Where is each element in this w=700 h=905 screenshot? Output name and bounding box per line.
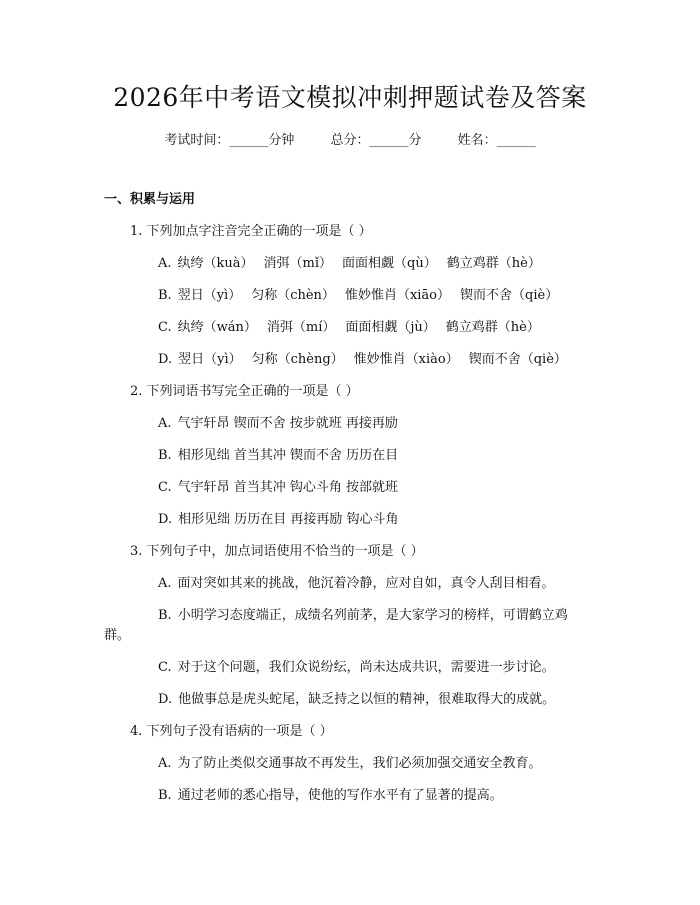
option-word: 匀称（chèn） xyxy=(251,288,335,303)
q1-option-a xyxy=(158,254,541,274)
option-letter: A. xyxy=(158,576,172,591)
q3-option-b-continuation: 群。 xyxy=(104,628,131,643)
option-word: 纨绔（kuà） xyxy=(177,256,254,271)
option-text: 气宇轩昂 首当其冲 钩心斗角 按部就班 xyxy=(177,480,399,495)
question-2-stem: 2. 下列词语书写完全正确的一项是（ ） xyxy=(130,384,359,399)
option-word: 鹤立鸡群（hè） xyxy=(446,256,541,271)
q4-option-b xyxy=(158,786,503,806)
option-word: 惟妙惟肖（xiāo） xyxy=(344,288,451,303)
option-letter: C. xyxy=(158,320,172,335)
option-word: 翌日（yì） xyxy=(177,288,242,303)
option-letter: D. xyxy=(158,692,173,707)
option-word: 惟妙惟肖（xiào） xyxy=(353,352,459,367)
q1-option-c xyxy=(158,318,540,338)
option-letter: B. xyxy=(158,448,172,463)
option-text: 对于这个问题，我们众说纷纭，尚未达成共识，需要进一步讨论。 xyxy=(177,660,555,675)
page-title: 2026年中考语文模拟冲刺押题试卷及答案 xyxy=(113,83,587,112)
option-letter: B. xyxy=(158,288,172,303)
option-text: 相形见绌 历历在目 再接再励 钩心斗角 xyxy=(178,512,399,527)
option-word: 翌日（yì） xyxy=(178,352,242,367)
q3-option-a xyxy=(158,574,555,594)
option-word: 匀称（chèng） xyxy=(251,352,344,367)
option-text: 气宇轩昂 锲而不舍 按步就班 再接再励 xyxy=(177,416,398,431)
option-text: 面对突如其来的挑战，他沉着冷静，应对自如，真令人刮目相看。 xyxy=(177,576,555,591)
q3-option-b xyxy=(158,606,568,626)
question-4-stem: 4. 下列句子没有语病的一项是（ ） xyxy=(130,724,333,739)
option-word: 面面相觑（qù） xyxy=(342,256,437,271)
option-word: 锲而不舍（qiè） xyxy=(460,288,559,303)
option-text: 相形见绌 首当其冲 锲而不舍 历历在目 xyxy=(177,448,399,463)
q1-option-d xyxy=(158,350,567,370)
option-word: 鹤立鸡群（hè） xyxy=(445,320,540,335)
q2-option-d xyxy=(158,510,399,530)
option-word: 纨绔（wán） xyxy=(177,320,257,335)
q2-option-a xyxy=(158,414,398,434)
exam-time-field: 考试时间：______分钟 xyxy=(164,133,295,148)
exam-meta xyxy=(0,131,700,151)
option-word: 面面相觑（jù） xyxy=(345,320,436,335)
q1-option-b xyxy=(158,286,558,306)
name-field: 姓名：______ xyxy=(457,133,536,148)
option-letter: C. xyxy=(158,660,172,675)
section-heading: 一、积累与运用 xyxy=(104,192,196,207)
option-letter: B. xyxy=(158,608,172,623)
option-letter: A. xyxy=(158,756,172,771)
question-3-stem: 3. 下列句子中，加点词语使用不恰当的一项是（ ） xyxy=(130,544,424,559)
option-letter: B. xyxy=(158,788,172,803)
option-word: 消弭（mí） xyxy=(266,320,336,335)
q2-option-b xyxy=(158,446,398,466)
option-text: 他做事总是虎头蛇尾，缺乏持之以恒的精神，很难取得大的成就。 xyxy=(178,692,556,707)
total-score-field: 总分：______分 xyxy=(330,133,422,148)
option-letter: A. xyxy=(158,416,172,431)
option-word: 消弭（mǐ） xyxy=(263,256,333,271)
option-text: 通过老师的悉心指导，使他的写作水平有了显著的提高。 xyxy=(177,788,503,803)
q2-option-c xyxy=(158,478,398,498)
option-text: 为了防止类似交通事故不再发生，我们必须加强交通安全教育。 xyxy=(177,756,542,771)
option-text: 小明学习态度端正，成绩名列前茅，是大家学习的榜样，可谓鹤立鸡 xyxy=(177,608,568,623)
option-letter: D. xyxy=(158,352,173,367)
q4-option-a xyxy=(158,754,542,774)
option-letter: D. xyxy=(158,512,173,527)
option-letter: C. xyxy=(158,480,172,495)
q3-option-c xyxy=(158,658,555,678)
option-letter: A. xyxy=(158,256,172,271)
option-word: 锲而不舍（qiè） xyxy=(468,352,567,367)
q3-option-d xyxy=(158,690,555,710)
question-1-stem: 1. 下列加点字注音完全正确的一项是（ ） xyxy=(130,224,372,239)
